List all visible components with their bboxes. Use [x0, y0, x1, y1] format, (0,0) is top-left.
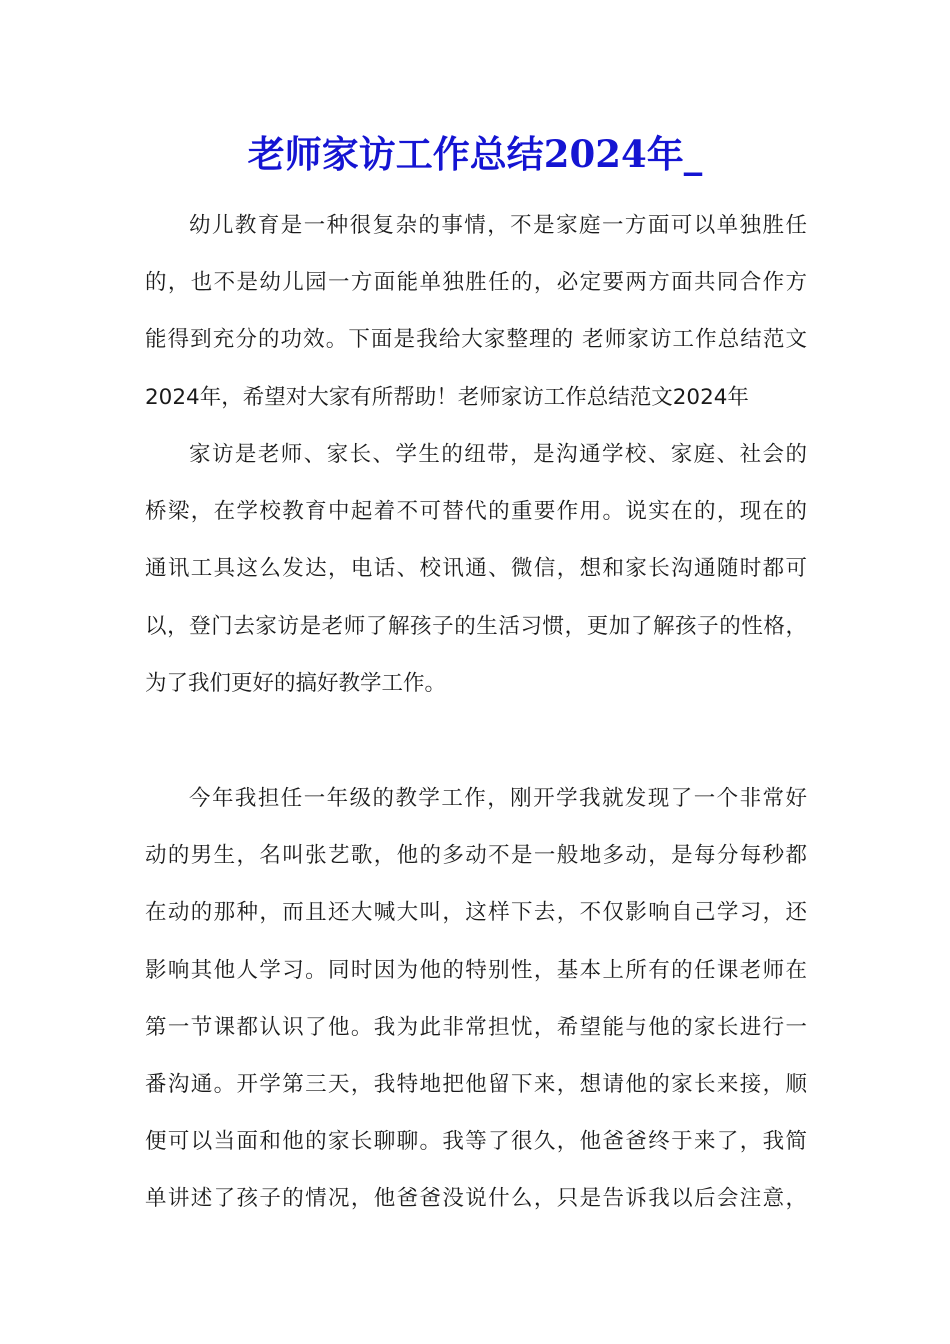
paragraph-line: 便可以当面和他的家长聊聊。我等了很久，他爸爸终于来了，我简: [145, 1129, 807, 1155]
paragraph-line: 动的男生，名叫张艺歌，他的多动不是一般地多动，是每分每秒都: [145, 843, 807, 869]
paragraph-line: 幼儿教育是一种很复杂的事情，不是家庭一方面可以单独胜任: [189, 213, 807, 238]
paragraph-home-visit: [145, 426, 807, 712]
paragraph-line: 的，也不是幼儿园一方面能单独胜任的，必定要两方面共同合作方: [145, 270, 807, 296]
paragraph-this-year: [145, 770, 807, 1228]
paragraph-line: 能得到充分的功效。下面是我给大家整理的 老师家访工作总结范文: [145, 327, 807, 353]
paragraph-line: 2024年，希望对大家有所帮助！老师家访工作总结范文2024年: [145, 384, 749, 410]
paragraph-line: 今年我担任一年级的教学工作，刚开学我就发现了一个非常好: [189, 786, 807, 811]
document-title: 老师家访工作总结2024年_: [247, 132, 703, 176]
paragraph-line: 通讯工具这么发达，电话、校讯通、微信，想和家长沟通随时都可: [145, 556, 807, 582]
paragraph-line: 在动的那种，而且还大喊大叫，这样下去，不仅影响自己学习，还: [145, 900, 807, 926]
paragraph-line: 影响其他人学习。同时因为他的特别性，基本上所有的任课老师在: [145, 957, 807, 983]
paragraph-intro: [145, 197, 807, 426]
paragraph-line: 番沟通。开学第三天，我特地把他留下来，想请他的家长来接，顺: [145, 1071, 807, 1097]
paragraph-line: 为了我们更好的搞好教学工作。: [145, 670, 447, 696]
paragraph-line: 第一节课都认识了他。我为此非常担忧，希望能与他的家长进行一: [145, 1014, 807, 1040]
paragraph-line: 家访是老师、家长、学生的纽带，是沟通学校、家庭、社会的: [189, 442, 807, 467]
paragraph-line: 以，登门去家访是老师了解孩子的生活习惯，更加了解孩子的性格，: [145, 613, 807, 639]
paragraph-line: 桥梁，在学校教育中起着不可替代的重要作用。说实在的，现在的: [145, 499, 807, 525]
paragraph-line: 单讲述了孩子的情况，他爸爸没说什么，只是告诉我以后会注意，: [145, 1186, 807, 1212]
